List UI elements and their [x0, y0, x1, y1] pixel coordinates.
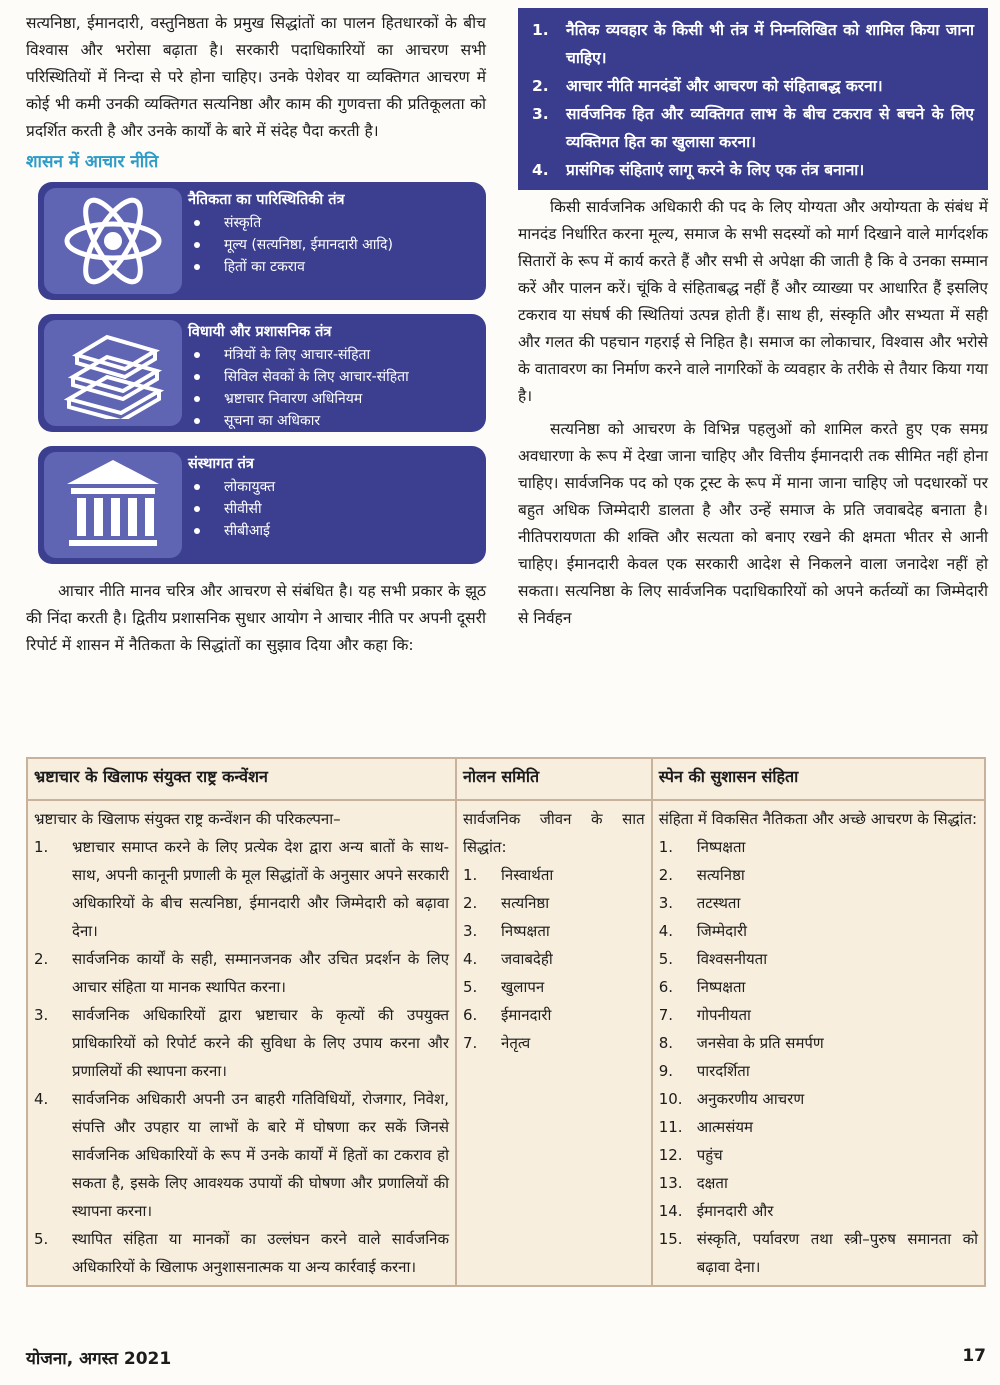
list-item-text: अनुकरणीय आचरण: [696, 1090, 805, 1108]
list-item: [463, 917, 645, 945]
list-item: [188, 410, 476, 432]
list-item: [659, 1113, 978, 1141]
list-item: [659, 833, 978, 861]
list-item-text: सिविल सेवकों के लिए आचार-संहिता: [224, 369, 409, 385]
recommendations-list: [532, 16, 974, 184]
list-item: [463, 889, 645, 917]
list-item-text: निष्पक्षता: [696, 838, 746, 856]
atom-icon: [44, 188, 182, 294]
list-item: [463, 861, 645, 889]
list-item: [188, 388, 476, 410]
list-number: 9.: [658, 1062, 673, 1080]
list-item: [188, 256, 476, 278]
table-row: [27, 800, 985, 1286]
un-convention-cell: [27, 800, 456, 1286]
list-number: 6.: [658, 978, 673, 996]
list-item-text: मंत्रियों के लिए आचार-संहिता: [224, 347, 371, 363]
nolan-intro: सार्वजनिक जीवन के सात सिद्धांत:: [463, 810, 645, 856]
list-item: [188, 344, 476, 366]
list-item-text: खुलापन: [501, 978, 545, 996]
right-column: [518, 8, 988, 632]
books-icon: [44, 320, 182, 426]
list-number: 5.: [34, 1230, 49, 1248]
list-number: 11.: [658, 1118, 683, 1136]
list-item: [34, 833, 449, 945]
list-number: 2.: [532, 77, 549, 95]
list-number: 8.: [658, 1034, 673, 1052]
table-header-row: [27, 758, 985, 800]
list-number: 2.: [34, 950, 49, 968]
list-item: [659, 917, 978, 945]
list-item-text: सीवीसी: [224, 501, 262, 517]
list-item: [463, 973, 645, 1001]
list-item: [188, 520, 476, 542]
ethics-pillar-card: [38, 446, 486, 564]
list-item: [532, 156, 974, 184]
list-item: [659, 861, 978, 889]
footer-page-number: 17: [962, 1346, 986, 1366]
list-item-text: जवाबदेही: [501, 950, 553, 968]
list-item-text: भ्रष्टाचार निवारण अधिनियम: [224, 391, 363, 407]
institution-icon: [44, 452, 182, 558]
list-item: [34, 1001, 449, 1085]
comparison-table: [26, 757, 986, 1287]
list-number: 4.: [658, 922, 673, 940]
un-convention-intro: भ्रष्टाचार के खिलाफ संयुक्त राष्ट्र कन्वेंशन की परिकल्पना–: [34, 810, 341, 828]
list-item-text: पारदर्शिता: [696, 1062, 750, 1080]
list-item: [659, 889, 978, 917]
list-item-text: सीबीआई: [224, 523, 270, 539]
list-item-text: प्रासंगिक संहिताएं लागू करने के लिए एक तंत्र बनाना।: [566, 161, 865, 179]
nolan-list: [463, 861, 645, 1057]
list-number: 12.: [658, 1146, 683, 1164]
list-number: 5.: [463, 978, 478, 996]
list-item: [659, 1169, 978, 1197]
list-number: 3.: [658, 894, 673, 912]
list-item-text: सूचना का अधिकार: [224, 413, 321, 429]
list-number: 3.: [34, 1006, 49, 1024]
list-item-text: स्थापित संहिता या मानकों का उल्लंघन करने वाले सार्वजनिक अधिकारियों के खिलाफ अनुशासनात्मक या अन्य कार्रवाई करना।: [72, 1230, 449, 1276]
recommendations-box: [518, 8, 988, 190]
list-item-text: आत्मसंयम: [696, 1118, 754, 1136]
list-item: [188, 212, 476, 234]
list-item-text: भ्रष्टाचार समाप्त करने के लिए प्रत्येक देश द्वारा अन्य बातों के साथ-साथ, अपनी कानूनी प्रणाली के मूल सिद्धांतों के अनुसार अपने सरकारी अधिकारियों के बीच सत्यनिष्ठा, ईमानदारी और जिम्मेदारी को बढ़ावा देना।: [72, 838, 449, 940]
section-heading: शासन में आचार नीति: [26, 152, 159, 172]
list-item: [34, 1085, 449, 1225]
list-item-text: लोकायुक्त: [224, 479, 276, 495]
list-item: [188, 234, 476, 256]
list-item: [188, 476, 476, 498]
list-number: 7.: [463, 1034, 478, 1052]
list-item-text: संस्कृति, पर्यावरण तथा स्त्री–पुरुष समानता को बढ़ावा देना।: [696, 1230, 978, 1276]
header-un-convention: भ्रष्टाचार के खिलाफ संयुक्त राष्ट्र कन्वेंशन: [27, 758, 456, 800]
ethics-pillar-card: [38, 182, 486, 300]
list-item-text: सत्यनिष्ठा: [501, 894, 550, 912]
list-number: 5.: [658, 950, 673, 968]
list-item-text: निष्पक्षता: [696, 978, 746, 996]
list-number: 2.: [658, 866, 673, 884]
list-item: [463, 1001, 645, 1029]
list-item: [188, 498, 476, 520]
list-item: [659, 1085, 978, 1113]
list-number: 15.: [658, 1230, 683, 1248]
bullet-icon: [194, 418, 200, 424]
intro-paragraph: सत्यनिष्ठा, ईमानदारी, वस्तुनिष्ठता के प्रमुख सिद्धांतों का पालन हितधारकों के बीच विश्वास और भरोसा बढ़ाता है। सरकारी पदाधिकारियों का आचरण सभी परिस्थितियों में निन्दा से परे होना चाहिए। उनके पेशेवर या व्यक्तिगत आचरण में कोई भी कमी उनकी व्यक्तिगत सत्यनिष्ठा और काम की गुणवत्ता की प्रतिकूलता को प्रदर्शित करती है और उनके कार्यों के बारे में संदेह पैदा करती है।: [26, 14, 486, 140]
pillar-list: [188, 344, 476, 432]
list-item-text: नेतृत्व: [501, 1034, 531, 1052]
list-item: [188, 366, 476, 388]
list-number: 13.: [658, 1174, 683, 1192]
list-item: [532, 16, 974, 72]
list-item-text: गोपनीयता: [696, 1006, 751, 1024]
list-item: [463, 945, 645, 973]
bullet-icon: [194, 264, 200, 270]
list-number: 4.: [34, 1090, 49, 1108]
list-item-text: मूल्य (सत्यनिष्ठा, ईमानदारी आदि): [224, 237, 393, 253]
list-item: [659, 1001, 978, 1029]
list-number: 1.: [658, 838, 673, 856]
list-item: [659, 1197, 978, 1225]
list-item: [659, 945, 978, 973]
list-item: [659, 1029, 978, 1057]
list-number: 10.: [658, 1090, 683, 1108]
list-item-text: सार्वजनिक अधिकारी अपनी उन बाहरी गतिविधियों, रोजगार, निवेश, संपत्ति और उपहार या लाभों के बारे में घोषणा कर सकें जिनसे सार्वजनिक अधिकारियों के रूप में उनके कार्यों में हितों का टकराव हो सकता है, इसके लिए आवश्यक उपायों की घोषणा और प्रणालियों की स्थापना करना।: [72, 1090, 449, 1220]
list-item: [34, 1225, 449, 1281]
list-item-text: विश्वसनीयता: [696, 950, 768, 968]
bullet-icon: [194, 506, 200, 512]
closing-paragraph: आचार नीति मानव चरित्र और आचरण से संबंधित है। यह सभी प्रकार के झूठ की निंदा करती है। द्वितीय प्रशासनिक सुधार आयोग ने आचार नीति पर अपनी दूसरी रिपोर्ट में शासन में नैतिकता के सिद्धांतों का सुझाव दिया और कहा कि:: [26, 582, 486, 654]
list-number: 1.: [532, 21, 549, 39]
list-item-text: जनसेवा के प्रति समर्पण: [696, 1034, 824, 1052]
un-convention-list: [34, 833, 449, 1281]
list-number: 7.: [658, 1006, 673, 1024]
ethics-pillar-card: [38, 314, 486, 432]
list-item-text: नैतिक व्यवहार के किसी भी तंत्र में निम्नलिखित को शामिल किया जाना चाहिए।: [566, 21, 974, 67]
pillar-title: संस्थागत तंत्र: [188, 456, 254, 472]
pillar-title: नैतिकता का पारिस्थितिकी तंत्र: [188, 192, 345, 208]
list-item-text: दक्षता: [696, 1174, 728, 1192]
bullet-icon: [194, 528, 200, 534]
nolan-cell: [456, 800, 652, 1286]
header-nolan-committee: नोलन समिति: [456, 758, 652, 800]
list-item-text: पहुंच: [696, 1146, 723, 1164]
list-number: 14.: [658, 1202, 683, 1220]
spain-list: [659, 833, 978, 1281]
list-item-text: सार्वजनिक कार्यों के सही, सम्मानजनक और उचित प्रदर्शन के लिए आचार संहिता या मानक स्थापित करना।: [72, 950, 449, 996]
pillar-title: विधायी और प्रशासनिक तंत्र: [188, 324, 332, 340]
list-item-text: निस्वार्थता: [501, 866, 554, 884]
list-item: [532, 100, 974, 156]
bullet-icon: [194, 374, 200, 380]
list-item-text: ईमानदारी: [501, 1006, 552, 1024]
list-item: [659, 1141, 978, 1169]
list-number: 6.: [463, 1006, 478, 1024]
list-item-text: सत्यनिष्ठा: [696, 866, 745, 884]
left-column: [26, 10, 486, 659]
list-number: 1.: [463, 866, 478, 884]
list-number: 1.: [34, 838, 49, 856]
bullet-icon: [194, 220, 200, 226]
right-paragraph-2: सत्यनिष्ठा को आचरण के विभिन्न पहलुओं को शामिल करते हुए एक समग्र अवधारणा के रूप में देखा जाना चाहिए और वित्तीय ईमानदारी तक सीमित नहीं होना चाहिए। सार्वजनिक पद को एक ट्रस्ट के रूप में माना जाना चाहिए जो पदधारकों पर बहुत अधिक जिम्मेदारी डालता है और उन्हें समाज के प्रति जवाबदेह बनाता है। नीतिपरायणता की शक्ति और सत्यता को बनाए रखने की क्षमता भीतर से आनी चाहिए। ईमानदारी केवल एक सरकारी आदेश से निकलने वाला जनादेश नहीं हो सकता। सत्यनिष्ठा के लिए सार्वजनिक पदाधिकारियों को अपने कर्तव्यों का जिम्मेदारी से निर्वहन: [518, 420, 988, 627]
list-number: 3.: [532, 105, 549, 123]
spain-cell: [652, 800, 985, 1286]
list-item: [463, 1029, 645, 1057]
list-item-text: तटस्थता: [696, 894, 741, 912]
list-item-text: निष्पक्षता: [501, 922, 550, 940]
bullet-icon: [194, 396, 200, 402]
list-item: [659, 1225, 978, 1281]
right-paragraph-1: किसी सार्वजनिक अधिकारी की पद के लिए योग्यता और अयोग्यता के संबंध में मानदंड निर्धारित करना मूल्य, समाज के सभी सदस्यों को मार्ग दिखाने वाले मार्गदर्शक सितारों के रूप में कार्य करते हैं और सभी से अपेक्षा की जाती है कि वे उनका सम्मान करें और पालन करें। चूंकि वे संहिताबद्ध नहीं हैं और व्याख्या पर आधारित हैं इसलिए टकराव या संघर्ष की स्थितियां उत्पन्न होती हैं। साथ ही, संस्कृति और सभ्यता में सही और गलत की पहचान गहराई से निहित है। समाज का लोकाचार, विश्वास और भरोसे के वातावरण का निर्माण करने वाले नागरिकों के व्यवहार के तरीके से तैयार किया गया है।: [518, 198, 988, 405]
list-item-text: सार्वजनिक हित और व्यक्तिगत लाभ के बीच टकराव से बचने के लिए व्यक्तिगत हित का खुलासा करना।: [566, 105, 974, 151]
spain-intro: संहिता में विकसित नैतिकता और अच्छे आचरण के सिद्धांत:: [658, 810, 978, 828]
bullet-icon: [194, 242, 200, 248]
list-item-text: जिम्मेदारी: [696, 922, 748, 940]
list-number: 2.: [463, 894, 478, 912]
list-item: [659, 1057, 978, 1085]
list-item: [532, 72, 974, 100]
list-number: 4.: [532, 161, 549, 179]
ethics-pillars: [26, 182, 486, 564]
pillar-list: [188, 212, 476, 278]
list-item-text: संस्कृति: [224, 215, 262, 231]
list-item-text: ईमानदारी और: [696, 1202, 774, 1220]
list-item-text: हितों का टकराव: [224, 259, 305, 275]
list-item-text: आचार नीति मानदंडों और आचरण को संहिताबद्ध करना।: [566, 77, 883, 95]
list-item-text: सार्वजनिक अधिकारियों द्वारा भ्रष्टाचार के कृत्यों की उपयुक्त प्राधिकारियों को रिपोर्ट करने की सुविधा के लिए उपाय करना और प्रणालियों की स्थापना करना।: [72, 1006, 449, 1080]
pillar-list: [188, 476, 476, 542]
list-item: [659, 973, 978, 1001]
header-spain-code: स्पेन की सुशासन संहिता: [652, 758, 985, 800]
bullet-icon: [194, 352, 200, 358]
footer-magazine-issue: योजना, अगस्त 2021: [26, 1349, 172, 1369]
bullet-icon: [194, 484, 200, 490]
list-number: 3.: [463, 922, 478, 940]
list-item: [34, 945, 449, 1001]
list-number: 4.: [463, 950, 478, 968]
